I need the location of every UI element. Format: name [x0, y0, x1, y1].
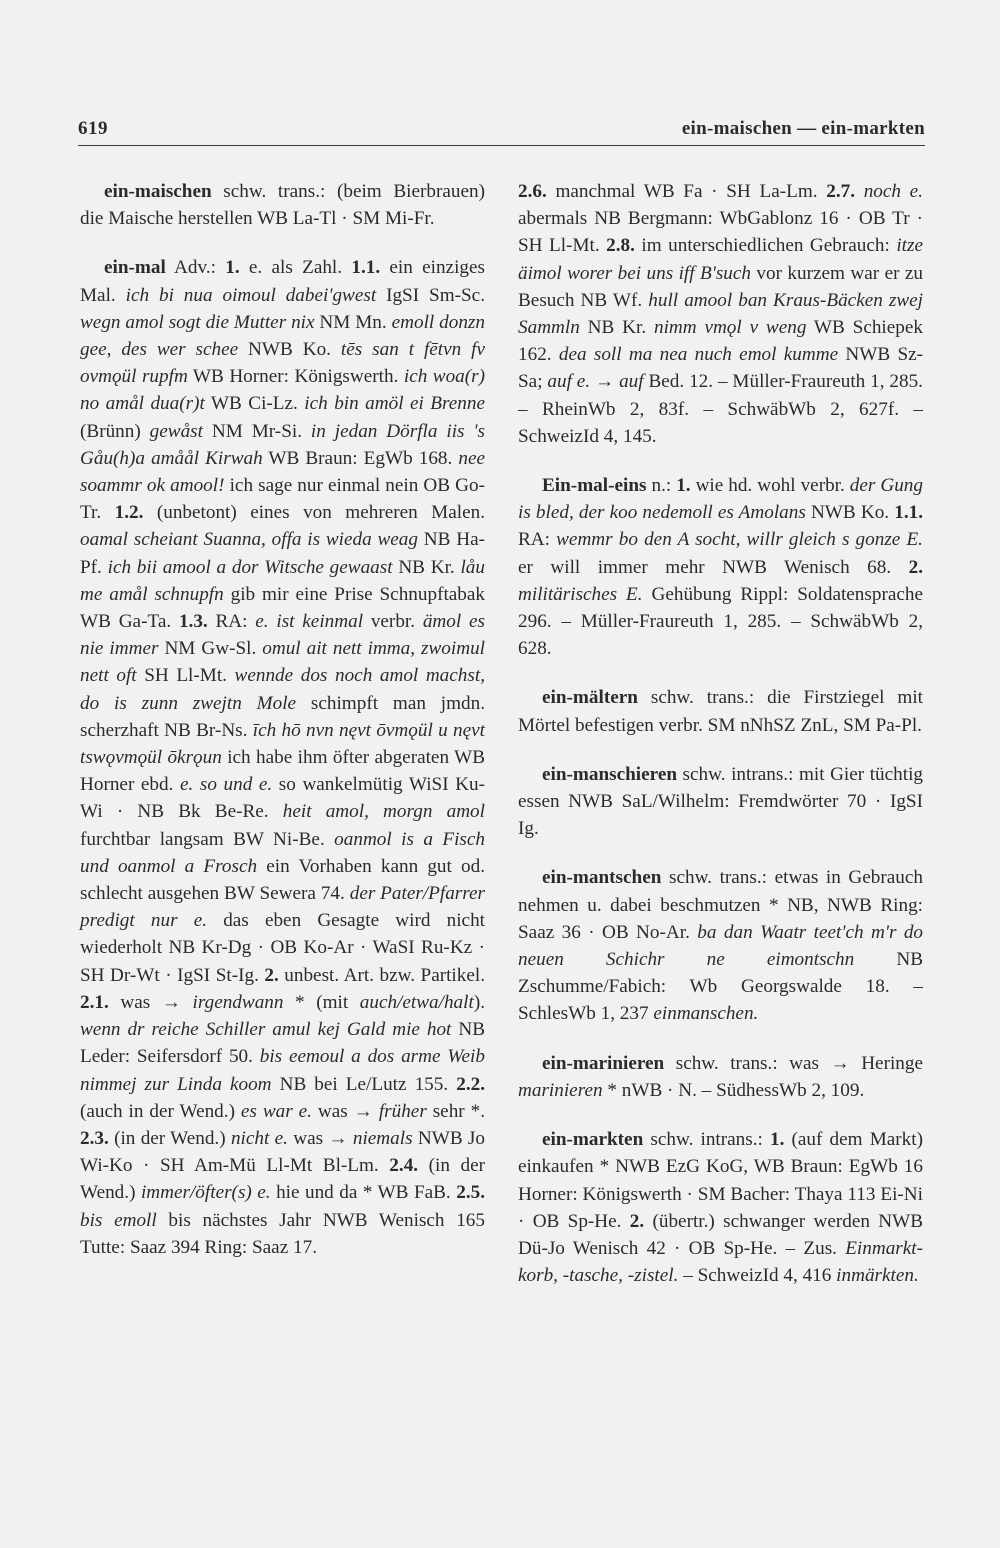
entry-ein-maischen: [80, 178, 485, 232]
entry-ein-mal: [80, 254, 485, 1261]
entry-text: bis nächstes Jahr NWB Wenisch 165 Tutte: Saaz 394 Ring: Saaz 17.: [80, 1209, 485, 1258]
sense-number: 1.1.: [351, 257, 381, 279]
sense-number: 2.3.: [80, 1127, 109, 1149]
entry-text: e. als Zahl.: [239, 257, 352, 279]
entry-text: ich habe ihm öfter abgeraten WB Horner ebd.: [80, 747, 485, 796]
entry-text: – SchweizId 4, 416: [678, 1265, 837, 1287]
entry-text: * (mit: [283, 991, 360, 1013]
entry-text: Adv.:: [165, 257, 226, 279]
entry-text: (unbetont) eines von mehreren Malen.: [143, 502, 485, 524]
example: früher: [378, 1100, 427, 1122]
example: Einmarkt-korb, -tasche, -zistel.: [518, 1237, 923, 1287]
example: es war e.: [240, 1100, 312, 1122]
entry-text: NWB Sz-Sa;: [518, 344, 924, 393]
entry-text: schw. trans.: was → Heringe: [664, 1052, 923, 1074]
entry-text: vor kurzem war er zu Besuch NB Wf.: [518, 262, 923, 311]
example: bis emoll: [80, 1209, 157, 1231]
example: emoll donzn gee, des wer schee: [80, 311, 485, 361]
entry-text: NM Mn.: [314, 311, 392, 333]
example: itze äimol worer bei uns iff B'such: [518, 235, 923, 284]
example: ämol es nie immer: [80, 611, 485, 660]
header-rule: [78, 145, 925, 146]
entry-text: * nWB · N. – SüdhessWb 2, 109.: [602, 1079, 865, 1101]
left-column: [80, 178, 485, 1283]
entry-text: was →: [108, 991, 193, 1013]
sense-number: 2.: [908, 556, 923, 578]
entry-text: NM Mr-Si.: [202, 420, 311, 442]
example: e. so und e.: [180, 774, 273, 796]
entry-text: Bed. 12. – Müller-Fraureuth 1, 285. – RheinWb 2, 83f. – SchwäbWb 2, 627f. – SchweizId 4, 145.: [518, 371, 923, 447]
example: ich bin amöl ei Brenne: [304, 393, 485, 415]
entry-text: NB bei Le/Lutz 155.: [271, 1073, 457, 1095]
example: nee soammr ok amool!: [80, 447, 485, 497]
page-number: 619: [78, 118, 108, 139]
entry-text: abermals NB Bergmann: WbGablonz 16 · OB Tr · SH Ll-Mt.: [518, 208, 923, 257]
entry-text: ).: [473, 991, 485, 1013]
entry-text: sehr *.: [426, 1100, 486, 1122]
headword: Ein-mal-eins: [542, 475, 647, 497]
example: der Gung is bled, der koo nedemoll es Amolans: [518, 475, 923, 524]
sense-number: 2.2.: [456, 1073, 485, 1095]
headword: ein-maischen: [104, 181, 212, 202]
sense-number: 1.: [225, 257, 240, 279]
entry-text: NM Gw-Sl.: [158, 638, 263, 660]
example: inmärkten.: [836, 1265, 919, 1287]
sense-number: 2.4.: [389, 1155, 419, 1177]
example: oanmol is a Fisch und oanmol a Frosch: [80, 828, 485, 877]
entry-ein-marinieren: [518, 1050, 923, 1104]
example: ich woa(r) no amål dua(r)t: [80, 366, 486, 415]
sense-number: 1.3.: [178, 611, 208, 633]
sense-number: 2.: [264, 964, 279, 986]
example: heit amol, morgn amol: [282, 801, 485, 823]
entry-text: WB Braun: EgWb 168.: [262, 447, 459, 469]
entry-text: so wankelmütig WiSI Ku-Wi · NB Bk Be-Re.: [80, 774, 486, 823]
example: omul ait nett imma, zwoimul nett oft: [80, 638, 486, 687]
example: dea soll ma nea nuch emol kumme: [558, 344, 839, 366]
entry-text: [855, 181, 864, 202]
example: ich bii amool a dor Witsche gewaast: [107, 556, 393, 578]
entry-ein-mantschen: [518, 864, 923, 1027]
entry-text: WB Ci-Lz.: [204, 393, 305, 415]
entry-text: im unterschiedlichen Gebrauch:: [634, 235, 897, 257]
entry-text: NB Zschumme/Fabich: Wb Georgswalde 18. – SchlesWb 1, 237: [518, 949, 923, 1025]
entry-ein-maeltern: [518, 684, 923, 738]
entry-text: NB Kr.: [579, 317, 654, 339]
entry-ein-manschieren: [518, 761, 923, 843]
entry-text: verbr.: [363, 611, 423, 633]
entry-text: (in der Wend.): [80, 1155, 485, 1204]
entry-text: NB Leder: Seifersdorf 50.: [80, 1019, 485, 1068]
example: in jedan Dörfla iis 's Gåu(h)a amåål Kirwah: [80, 420, 485, 469]
entry-text: (in der Wend.): [108, 1127, 231, 1149]
entry-text: (übertr.) schwanger werden NWB Dü-Jo Wenisch 42 · OB Sp-He. – Zus.: [518, 1210, 923, 1259]
entry-text: NWB Ko.: [805, 502, 895, 524]
entry-ein-mal-eins: [518, 472, 923, 662]
entry-text: SH Ll-Mt.: [136, 665, 235, 687]
entry-text: schimpft man jmdn. scherzhaft NB Br-Ns.: [80, 692, 486, 741]
entry-text: ein Vorhaben kann gut od. schlecht ausgehen BW Sewera 74.: [80, 855, 485, 905]
entry-text: schw. trans.: die Firstziegel mit Mörtel befestigen verbr. SM nNhSZ ZnL, SM Pa-Pl.: [518, 687, 923, 736]
example: auf e.: [547, 371, 591, 393]
example: wegn amol sogt die Mutter nix: [80, 311, 315, 333]
entry-text: (auch in der Wend.): [80, 1100, 241, 1122]
entry-text: schw. intrans.: mit Gier tüchtig essen NWB SaL/Wilhelm: Fremdwörter 70 · IgSI Ig.: [518, 763, 923, 840]
example: noch e.: [863, 181, 923, 202]
sense-number: 2.8.: [606, 235, 635, 257]
right-column: [518, 178, 923, 1311]
entry-text: NWB Jo Wi-Ko · SH Am-Mü Ll-Mt Bl-Lm.: [80, 1127, 485, 1177]
headword: ein-mältern: [542, 687, 638, 709]
headword: ein-marinieren: [542, 1052, 665, 1074]
sense-number: 1.1.: [894, 502, 923, 524]
entry-ein-mal-continued: [518, 178, 923, 450]
sense-number: 2.5.: [456, 1182, 485, 1204]
example: einmanschen.: [653, 1003, 759, 1025]
headword: ein-manschieren: [542, 763, 678, 785]
entry-text: (Brünn): [80, 420, 150, 442]
entry-text: (auf dem Markt) einkaufen * NWB EzG KoG, WB Braun: EgWb 16 Horner: Königswerth · SM Bacher: Thaya 113 Ei-Ni · OB Sp-He.: [518, 1129, 923, 1232]
entry-text: das eben Gesagte wird nicht wiederholt NB Kr-Dg · OB Ko-Ar · WaSI Ru-Kz · SH Dr-Wt · IgSI St-Ig.: [80, 910, 485, 986]
sense-number: 1.: [676, 475, 691, 497]
entry-text: schw. trans.: (beim Bierbrauen) die Maische herstellen WB La-Tl · SM Mi-Fr.: [80, 181, 485, 230]
example: wennde dos noch amol machst, do is zunn zwejtn Mole: [80, 665, 485, 714]
entry-text: RA:: [207, 611, 256, 633]
example: tēs san t fētvn fv ovmǫül rupfm: [80, 339, 485, 388]
entry-text: NB Ha-Pf.: [80, 529, 485, 578]
example: nicht e.: [230, 1127, 288, 1149]
entry-text: was →: [287, 1127, 353, 1149]
sense-number: 2.7.: [826, 181, 856, 202]
sense-number: 1.2.: [114, 502, 144, 524]
entry-text: RA:: [518, 529, 557, 551]
entry-text: unbest. Art. bzw. Partikel.: [278, 964, 486, 986]
sense-number: 2.1.: [80, 991, 109, 1013]
entry-text: furchtbar langsam BW Ni-Be.: [80, 828, 335, 850]
example: īch hō nvn nęvt ōvmǫül u nęvt tswǫvmǫül ōkrǫun: [80, 719, 485, 769]
example: ich bi nua oimoul dabei'gwest: [125, 284, 377, 306]
sense-number: 1.: [769, 1129, 785, 1151]
entry-text: schw. intrans.:: [643, 1129, 770, 1151]
headword: ein-markten: [542, 1129, 644, 1151]
example: wemmr bo den A socht, willr gleich s gonze E.: [556, 529, 923, 551]
entry-text: schw. trans.: etwas in Gebrauch nehmen u. dabei beschmutzen * NB, NWB Ring: Saaz 36 · OB No-Ar.: [518, 867, 923, 943]
entry-text: er will immer mehr NWB Wenisch 68.: [518, 556, 909, 578]
entry-text: →: [590, 371, 620, 393]
example: wenn dr reiche Schiller amul kej Gald mie hot: [80, 1019, 452, 1041]
sense-number: 2.6.: [518, 181, 547, 202]
example: immer/öfter(s) e.: [140, 1182, 271, 1204]
example: ba dan Waatr teet'ch m'r do neuen Schichr ne eimontschn: [518, 921, 924, 971]
entry-text: n.:: [646, 475, 677, 497]
example: e. ist keinmal: [255, 611, 364, 633]
running-head: ein-maischen — ein-markten: [681, 118, 925, 139]
entry-ein-markten: [518, 1126, 923, 1289]
headword: ein-mantschen: [542, 867, 662, 889]
example: gewåst: [149, 420, 203, 442]
example: der Pater/Pfarrer predigt nur e.: [80, 883, 485, 932]
example: auf: [619, 371, 644, 393]
entry-text: NB Kr.: [392, 556, 461, 578]
entry-text: Gehübung Rippl: Soldatensprache 296. – Müller-Fraureuth 1, 285. – SchwäbWb 2, 628.: [518, 583, 923, 660]
example: irgendwann: [192, 991, 284, 1013]
entry-text: IgSI Sm-Sc.: [376, 284, 485, 306]
entry-text: manchmal WB Fa · SH La-Lm.: [546, 181, 827, 202]
entry-text: ein einziges Mal.: [80, 257, 485, 306]
entry-text: wie hd. wohl verbr.: [690, 475, 850, 497]
example: hull amool ban Kraus-Bäcken zwej Sammln: [518, 289, 923, 339]
entry-text: ich sage nur einmal nein OB Go-Tr.: [80, 475, 485, 524]
entry-text: hie und da * WB FaB.: [270, 1182, 457, 1204]
entry-text: was →: [311, 1100, 379, 1122]
example: niemals: [352, 1127, 413, 1149]
example: bis eemoul a dos arme Weib nimmej zur Linda koom: [80, 1046, 485, 1095]
example: militärisches E.: [518, 583, 643, 605]
example: auch/etwa/halt: [359, 991, 474, 1013]
sense-number: 2.: [629, 1210, 645, 1232]
entry-text: gib mir eine Prise Schnupftabak WB Ga-Ta.: [80, 583, 486, 633]
entry-text: WB Schiepek 162.: [518, 317, 923, 366]
headword: ein-mal: [104, 257, 166, 279]
example: marinieren: [518, 1079, 603, 1101]
entry-text: WB Horner: Königswerth.: [187, 366, 404, 388]
example: oamal scheiant Suanna, offa is wieda weag: [80, 529, 418, 551]
example: låu me amål schnupfn: [80, 556, 485, 605]
entry-text: NWB Ko.: [238, 339, 341, 361]
example: nimm vmǫl v weng: [653, 317, 807, 339]
